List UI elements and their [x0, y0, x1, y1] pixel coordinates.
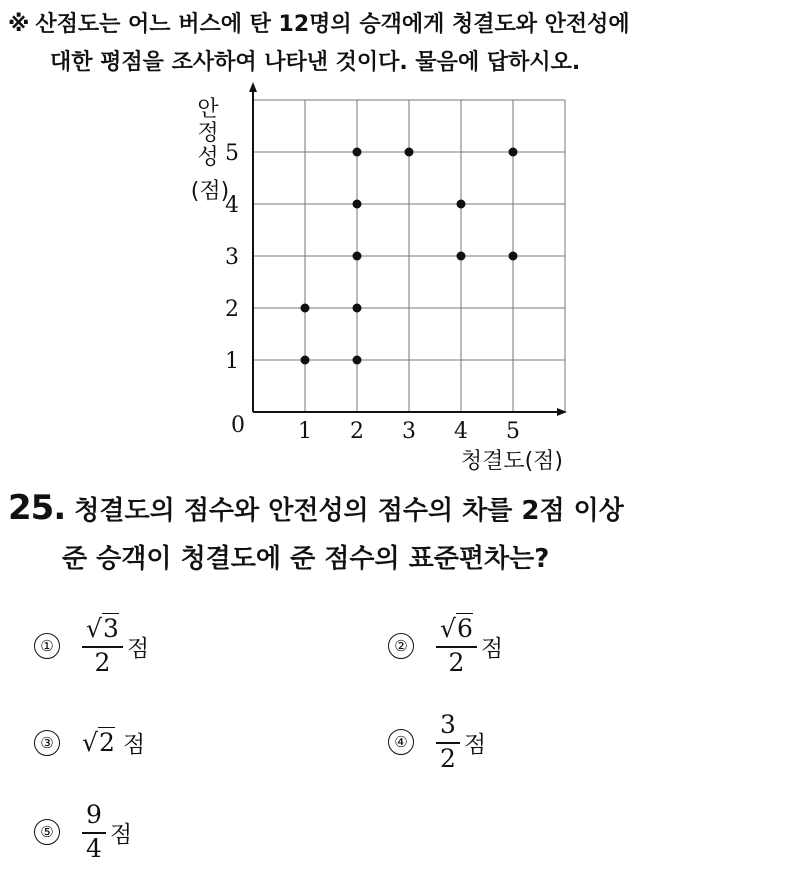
- option-unit: 점: [126, 635, 150, 662]
- reference-mark: ※: [8, 12, 30, 37]
- x-tick-label: 5: [506, 419, 520, 444]
- question-line-1: 청결도의 점수와 안전성의 점수의 차를 2점 이상: [74, 496, 624, 526]
- x-axis-label: 청결도(점): [460, 449, 563, 474]
- data-point: [353, 148, 362, 157]
- data-point: [509, 148, 518, 157]
- data-point: [405, 148, 414, 157]
- option-unit: 점: [480, 635, 504, 662]
- option-mark: ②: [388, 633, 414, 659]
- y-tick-label: 5: [225, 141, 239, 166]
- intro-line-2: 대한 평점을 조사하여 나타낸 것이다. 물음에 답하시오.: [50, 50, 581, 75]
- data-point: [353, 252, 362, 261]
- y-axis-arrow: [249, 82, 257, 92]
- option-mark: ①: [34, 633, 60, 659]
- option-2[interactable]: [388, 614, 503, 678]
- y-tick-label: 1: [225, 349, 239, 374]
- x-tick-label: 4: [454, 419, 468, 444]
- data-point: [301, 356, 310, 365]
- data-point: [353, 304, 362, 313]
- option-sqrt: √2: [82, 728, 115, 757]
- x-tick-label: 1: [298, 419, 312, 444]
- option-mark: ④: [388, 729, 414, 755]
- chart-ticks: [225, 141, 520, 444]
- option-fraction: $\frac{√3}{2}$: [82, 614, 123, 678]
- chart-axes: [249, 82, 567, 416]
- x-tick-label: 3: [402, 419, 416, 444]
- y-tick-label: 2: [225, 297, 239, 322]
- option-mark: ③: [34, 730, 60, 756]
- option-4[interactable]: [388, 710, 486, 774]
- data-point: [457, 200, 466, 209]
- y-axis-label-char: 정: [197, 121, 219, 146]
- y-tick-label: 3: [225, 245, 239, 270]
- chart-labels: [191, 97, 563, 474]
- option-fraction: $\frac{3}{2}$: [436, 710, 460, 774]
- option-5[interactable]: [34, 800, 132, 864]
- data-point: [353, 200, 362, 209]
- question-number: 25.: [8, 488, 66, 528]
- option-fraction: $\frac{√6}{2}$: [436, 614, 477, 678]
- option-fraction: $\frac{9}{4}$: [82, 800, 106, 864]
- x-tick-label: 2: [350, 419, 364, 444]
- data-point: [353, 356, 362, 365]
- question-line-2: 준 승객이 청결도에 준 점수의 표준편차는?: [62, 544, 550, 574]
- chart-grid: [253, 100, 565, 412]
- data-point: [301, 304, 310, 313]
- option-unit: 점: [122, 732, 146, 758]
- origin-label: 0: [231, 413, 245, 438]
- y-tick-label: 4: [225, 193, 239, 218]
- data-point: [457, 252, 466, 261]
- option-1[interactable]: [34, 614, 149, 678]
- y-axis-label-char: 성: [197, 145, 219, 170]
- y-axis-label-unit: (점): [190, 179, 230, 204]
- option-mark: ⑤: [34, 819, 60, 845]
- option-unit: 점: [463, 731, 487, 758]
- option-3[interactable]: [34, 726, 145, 759]
- intro-line-1: 산점도는 어느 버스에 탄 12명의 승객에게 청결도와 안전성에: [35, 12, 630, 37]
- data-point: [509, 252, 518, 261]
- option-unit: 점: [109, 821, 133, 848]
- y-axis-label-char: 안: [197, 97, 219, 122]
- question-25: [8, 484, 788, 583]
